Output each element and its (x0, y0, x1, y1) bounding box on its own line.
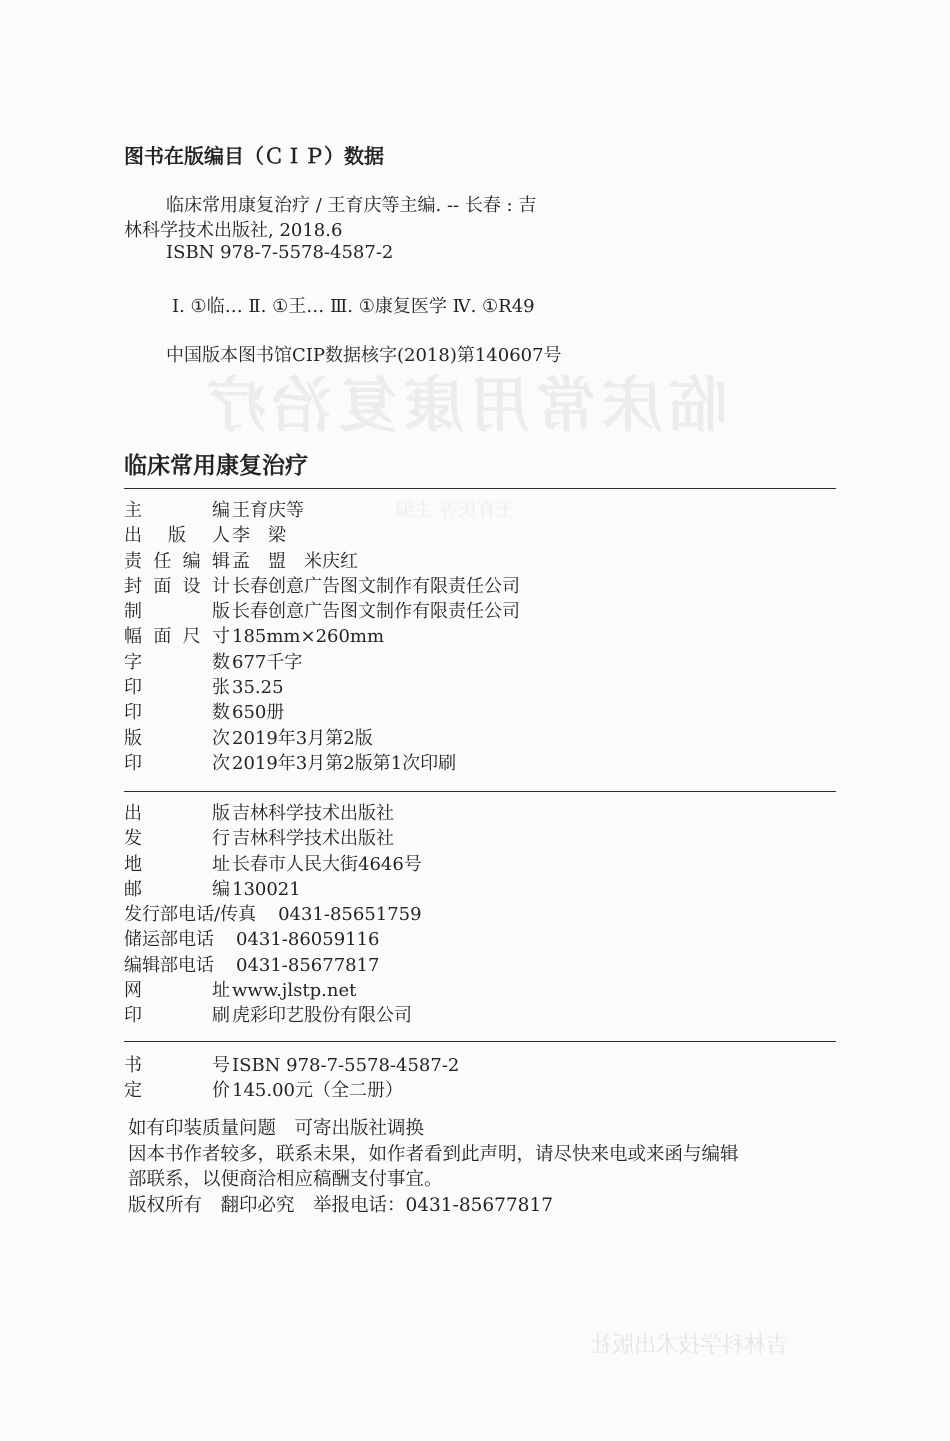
publisher-row (124, 925, 422, 950)
pricing-row (124, 1076, 459, 1101)
publisher-row (124, 824, 422, 849)
credit-value: 2019年3月第2版第1次印刷 (232, 752, 457, 774)
publisher-label: 地 址 (124, 853, 230, 875)
credit-row (124, 724, 520, 749)
divider-title (124, 488, 836, 489)
credit-value: 35.25 (232, 677, 284, 699)
pricing-value: 145.00元（全二册） (232, 1080, 403, 1102)
credit-row (124, 521, 520, 546)
publisher-block (124, 799, 422, 1027)
cip-heading: 图书在版编目（ＣＩＰ）数据 (124, 144, 384, 168)
credit-value: 长春创意广告图文制作有限责任公司 (232, 601, 520, 623)
bleed-through-publisher: 吉林科学技术出版社 (590, 1333, 789, 1358)
cip-classification: Ⅰ. ①临… Ⅱ. ①王… Ⅲ. ①康复医学 Ⅳ. ①R49 (172, 296, 535, 317)
credit-row (124, 698, 520, 723)
credit-value: 李 梁 (232, 525, 286, 547)
credit-label: 制 版 (124, 601, 230, 623)
publisher-value: 0431-85677817 (236, 954, 380, 976)
credit-value: 650册 (232, 702, 285, 724)
notice-block (128, 1116, 840, 1218)
publisher-value: www.jlstp.net (232, 980, 357, 1002)
publisher-row (124, 850, 422, 875)
cip-entry-line1: 临床常用康复治疗 / 王育庆等主编. -- 长春 : 吉 (166, 195, 537, 216)
credit-label: 出 版 人 (124, 525, 230, 547)
cip-isbn: ISBN 978-7-5578-4587-2 (166, 242, 394, 263)
credit-value: 677千字 (232, 651, 303, 673)
credit-value: 185mm×260mm (232, 626, 385, 648)
credit-row (124, 749, 520, 774)
pricing-label: 定 价 (124, 1080, 230, 1102)
credit-value: 长春创意广告图文制作有限责任公司 (232, 575, 520, 597)
credit-value: 孟 盟 米庆红 (232, 550, 358, 572)
bleed-through-title: 临床常用康复治疗 (200, 371, 728, 441)
credit-label: 幅 面 尺 寸 (124, 626, 230, 648)
divider-publisher (124, 791, 836, 792)
publisher-row (124, 875, 422, 900)
book-title: 临床常用康复治疗 (124, 453, 308, 479)
credit-label: 印 次 (124, 752, 230, 774)
publisher-label: 印 刷 (124, 1005, 230, 1027)
divider-pricing (124, 1041, 836, 1042)
publisher-row (124, 799, 422, 824)
publisher-value: 吉林科学技术出版社 (232, 803, 394, 824)
credit-label: 印 张 (124, 677, 230, 699)
publisher-value: 虎彩印艺股份有限公司 (232, 1005, 412, 1027)
credit-row (124, 547, 520, 572)
publisher-row (124, 1001, 422, 1026)
publisher-value: 0431-86059116 (236, 929, 380, 951)
notice-quality: 如有印装质量问题 可寄出版社调换 (128, 1118, 425, 1139)
credit-row (124, 572, 520, 597)
publisher-label: 发 行 (124, 828, 230, 850)
publisher-value: 130021 (232, 878, 301, 900)
bleed-through-editor: 王育庆等 主编 (395, 499, 516, 521)
credit-row (124, 496, 520, 521)
publisher-label: 出 版 (124, 803, 230, 824)
publisher-label: 邮 编 (124, 878, 230, 900)
pricing-value: ISBN 978-7-5578-4587-2 (232, 1055, 460, 1076)
credit-label: 字 数 (124, 651, 230, 673)
cip-verification: 中国版本图书馆CIP数据核字(2018)第140607号 (166, 345, 562, 366)
publisher-row (124, 900, 422, 925)
credit-value: 2019年3月第2版 (232, 727, 373, 749)
pricing-label: 书 号 (124, 1055, 230, 1076)
publisher-row (124, 976, 422, 1001)
publisher-value: 吉林科学技术出版社 (232, 828, 394, 850)
credits-block (124, 496, 520, 774)
credit-label: 印 数 (124, 702, 230, 724)
credit-row (124, 622, 520, 647)
pricing-block (124, 1051, 459, 1102)
publisher-value: 0431-85651759 (278, 904, 422, 926)
credit-label: 责 任 编 辑 (124, 550, 230, 572)
credit-row (124, 673, 520, 698)
publisher-label: 发行部电话/传真 (124, 904, 257, 926)
publisher-row (124, 951, 422, 976)
notice-authors-line1: 因本书作者较多，联系未果，如作者看到此声明，请尽快来电或来函与编辑 (128, 1143, 739, 1165)
notice-authors-line2: 部联系，以便商洽相应稿酬支付事宜。 (128, 1169, 443, 1190)
credit-value: 王育庆等 (232, 500, 304, 521)
credit-row (124, 648, 520, 673)
credit-row (124, 597, 520, 622)
credit-label: 版 次 (124, 727, 230, 749)
cip-entry-line2: 林科学技术出版社, 2018.6 (124, 220, 343, 241)
notice-copyright: 版权所有 翻印必究 举报电话：0431-85677817 (128, 1194, 553, 1216)
credit-label: 主 编 (124, 500, 230, 521)
pricing-row (124, 1051, 459, 1076)
publisher-label: 编辑部电话 (124, 954, 214, 976)
publisher-value: 长春市人民大街4646号 (232, 853, 422, 875)
publisher-label: 网 址 (124, 980, 230, 1002)
credit-label: 封 面 设 计 (124, 575, 230, 597)
publisher-label: 储运部电话 (124, 929, 214, 951)
